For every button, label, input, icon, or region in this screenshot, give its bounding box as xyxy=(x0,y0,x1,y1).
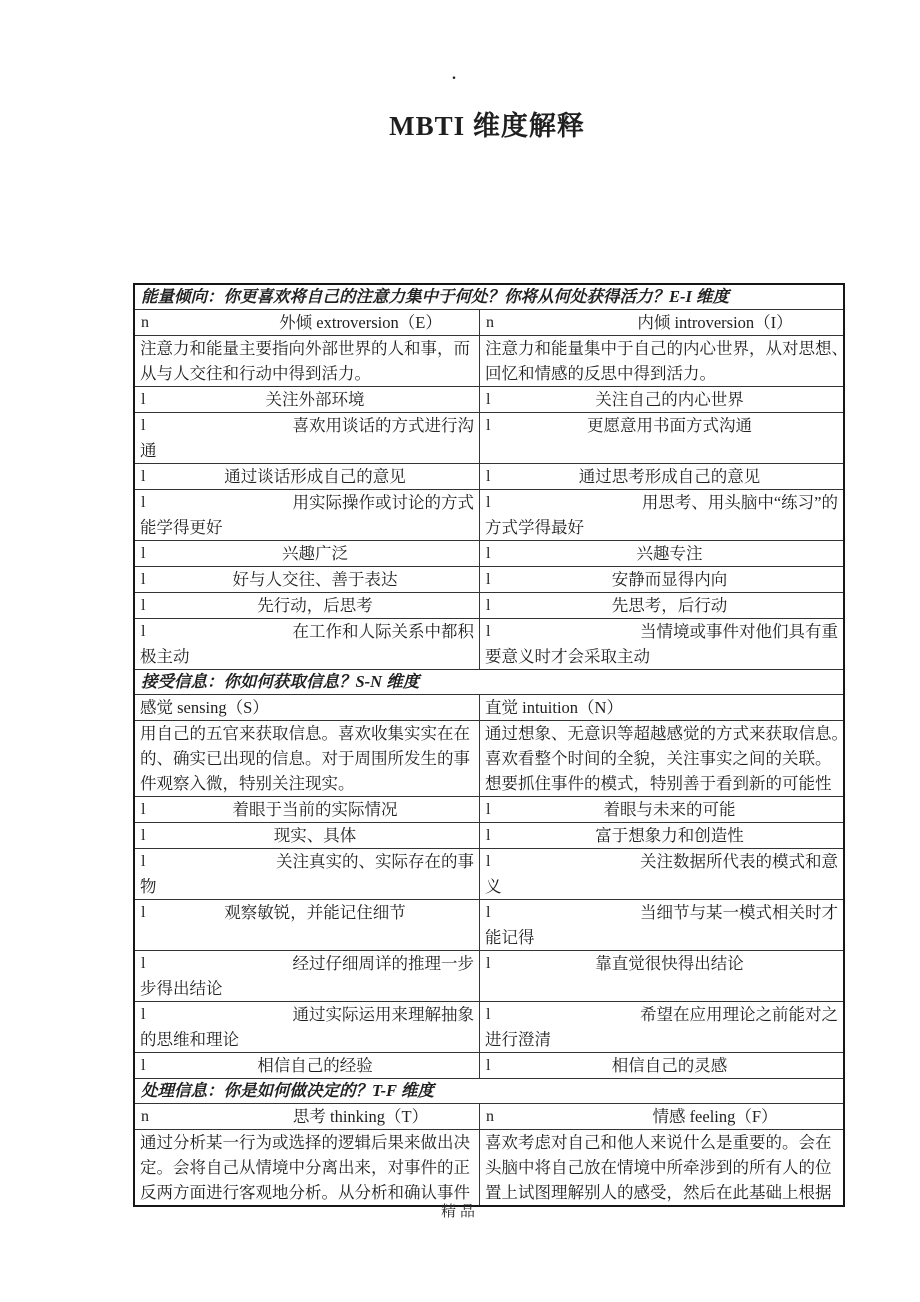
cell-line: 用自己的五官来获取信息。喜欢收集实实在在 xyxy=(140,724,470,743)
table-cell-right xyxy=(479,695,843,720)
cell-line: 现实、具体 xyxy=(273,826,357,845)
list-marker: l xyxy=(486,1006,491,1023)
table-row xyxy=(135,796,843,822)
cell-line: 反两方面进行客观地分析。从分析和确认事件 xyxy=(140,1183,470,1202)
list-marker: l xyxy=(486,545,491,562)
cell-line: 当细节与某一模式相关时才 xyxy=(640,903,838,922)
cell-line: 想要抓住事件的模式，特别善于看到新的可能性 xyxy=(485,774,832,793)
cell-line: 着眼与未来的可能 xyxy=(603,800,736,819)
cell-line: 方式学得最好 xyxy=(485,518,584,537)
cell-line: 内倾 introversion（I） xyxy=(637,313,793,332)
table-cell-right xyxy=(479,849,843,899)
list-marker: n xyxy=(486,314,494,331)
table-cell-right xyxy=(479,1002,843,1052)
table-cell-left xyxy=(135,387,479,412)
table-cell-right xyxy=(479,310,843,335)
cell-line: 头脑中将自己放在情境中所牵涉到的所有人的位 xyxy=(485,1158,832,1177)
footer-watermark: 精品 xyxy=(440,1204,479,1220)
cell-line: 进行澄清 xyxy=(485,1030,551,1049)
list-marker: l xyxy=(141,955,146,972)
cell-line: 直觉 intuition（N） xyxy=(485,698,623,717)
cell-line: 思考 thinking（T） xyxy=(292,1107,429,1126)
cell-line: 的思维和理论 xyxy=(140,1030,239,1049)
list-marker: l xyxy=(486,955,491,972)
table-cell-right xyxy=(479,387,843,412)
cell-line: 注意力和能量集中于自己的内心世界，从对思想、 xyxy=(485,339,848,358)
table-cell-left xyxy=(135,593,479,618)
table-cell-right xyxy=(479,721,848,796)
cell-line: 当情境或事件对他们具有重 xyxy=(640,622,838,641)
table-cell-right xyxy=(479,336,848,386)
list-marker: l xyxy=(486,417,491,434)
table-row xyxy=(135,412,843,463)
cell-line: 用思考、用头脑中“练习”的 xyxy=(641,493,838,512)
table-cell-left xyxy=(135,823,479,848)
table-row xyxy=(135,899,843,950)
list-marker: n xyxy=(141,1108,149,1125)
corner-dot: . xyxy=(452,66,456,83)
cell-line: 注意力和能量主要指向外部世界的人和事，而 xyxy=(140,339,470,358)
table-cell-right xyxy=(479,567,843,592)
cell-line: 富于想象力和创造性 xyxy=(595,826,744,845)
table-row xyxy=(135,848,843,899)
cell-line: 要意义时才会采取主动 xyxy=(485,647,650,666)
list-marker: l xyxy=(141,391,146,408)
cell-line: 兴趣广泛 xyxy=(282,544,348,563)
table-cell-right xyxy=(479,490,843,540)
cell-line: 兴趣专注 xyxy=(636,544,703,563)
cell-line: 希望在应用理论之前能对之 xyxy=(640,1005,838,1024)
table-cell-left xyxy=(135,310,479,335)
table-row xyxy=(135,540,843,566)
cell-line: 着眼于当前的实际情况 xyxy=(232,800,398,819)
cell-line: 件观察入微，特别关注现实。 xyxy=(140,774,355,793)
table-row xyxy=(135,1129,843,1205)
table-cell-right xyxy=(479,619,843,669)
cell-line: 先思考，后行动 xyxy=(611,596,728,615)
list-marker: l xyxy=(141,571,146,588)
list-marker: l xyxy=(141,545,146,562)
table-cell-left xyxy=(135,721,479,796)
cell-line: 在工作和人际关系中都积 xyxy=(292,622,474,641)
cell-line: 好与人交往、善于表达 xyxy=(232,570,398,589)
list-marker: l xyxy=(141,468,146,485)
table-cell-left xyxy=(135,1104,479,1129)
section-header: 处理信息：你是如何做决定的？T-F 维度 xyxy=(135,1078,843,1103)
table-cell-left xyxy=(135,567,479,592)
table-cell-left xyxy=(135,464,479,489)
list-marker: l xyxy=(486,391,491,408)
cell-line: 感觉 sensing（S） xyxy=(140,698,269,717)
list-marker: l xyxy=(141,1057,146,1074)
table-cell-left xyxy=(135,541,479,566)
cell-line: 通过实际运用来理解抽象 xyxy=(292,1005,474,1024)
list-marker: n xyxy=(141,314,149,331)
list-marker: l xyxy=(141,494,146,511)
table-cell-left xyxy=(135,951,479,1001)
list-marker: l xyxy=(141,417,146,434)
list-marker: l xyxy=(486,853,491,870)
cell-line: 相信自己的灵感 xyxy=(611,1056,728,1075)
table-cell-right xyxy=(479,797,843,822)
page-title: MBTI 维度解释 xyxy=(389,111,585,141)
list-marker: l xyxy=(141,623,146,640)
table-row xyxy=(135,489,843,540)
table-row xyxy=(135,463,843,489)
list-marker: l xyxy=(486,494,491,511)
cell-line: 步得出结论 xyxy=(140,979,223,998)
cell-line: 喜欢用谈话的方式进行沟 xyxy=(292,416,474,435)
cell-line: 喜欢考虑对自己和他人来说什么是重要的。会在 xyxy=(485,1133,832,1152)
table-row xyxy=(135,592,843,618)
cell-line: 安静而显得内向 xyxy=(611,570,728,589)
cell-line: 关注真实的、实际存在的事 xyxy=(276,852,474,871)
table-cell-left xyxy=(135,695,479,720)
list-marker: l xyxy=(141,904,146,921)
table-cell-left xyxy=(135,797,479,822)
table-row xyxy=(135,566,843,592)
cell-line: 从与人交往和行动中得到活力。 xyxy=(140,364,371,383)
table-cell-right xyxy=(479,464,843,489)
cell-line: 喜欢看整个时间的全貌，关注事实之间的关联。 xyxy=(485,749,832,768)
mbti-dimension-table xyxy=(133,283,848,1207)
table-cell-left xyxy=(135,1130,479,1205)
list-marker: l xyxy=(486,1057,491,1074)
table-cell-right xyxy=(479,1130,843,1205)
table-cell-right xyxy=(479,823,843,848)
cell-line: 物 xyxy=(140,877,157,896)
list-marker: l xyxy=(486,904,491,921)
cell-line: 通 xyxy=(140,441,157,460)
table-row xyxy=(135,720,848,796)
list-marker: l xyxy=(486,801,491,818)
list-marker: l xyxy=(141,597,146,614)
cell-line: 观察敏锐，并能记住细节 xyxy=(224,903,406,922)
table-cell-left xyxy=(135,619,479,669)
table-row xyxy=(135,309,843,335)
cell-line: 能学得更好 xyxy=(140,518,223,537)
cell-line: 外倾 extroversion（E） xyxy=(279,313,442,332)
cell-line: 关注自己的内心世界 xyxy=(595,390,744,409)
cell-line: 相信自己的经验 xyxy=(257,1056,373,1075)
list-marker: n xyxy=(486,1108,494,1125)
list-marker: l xyxy=(486,827,491,844)
list-marker: l xyxy=(141,1006,146,1023)
cell-line: 通过谈话形成自己的意见 xyxy=(224,467,406,486)
table-cell-left xyxy=(135,1053,479,1078)
table-row xyxy=(135,1001,843,1052)
section-header: 能量倾向：你更喜欢将自己的注意力集中于何处？你将从何处获得活力？E-I 维度 xyxy=(141,287,730,306)
table-cell-right xyxy=(479,900,843,950)
list-marker: l xyxy=(141,801,146,818)
table-cell-left xyxy=(135,413,479,463)
cell-line: 关注外部环境 xyxy=(265,390,365,409)
table-row xyxy=(135,1052,843,1078)
table-row xyxy=(135,1103,843,1129)
cell-line: 定。会将自己从情境中分离出来，对事件的正 xyxy=(140,1158,470,1177)
list-marker: l xyxy=(486,571,491,588)
list-marker: l xyxy=(141,853,146,870)
cell-line: 回忆和情感的反思中得到活力。 xyxy=(485,364,716,383)
table-row xyxy=(135,335,848,386)
list-marker: l xyxy=(141,827,146,844)
cell-line: 通过思考形成自己的意见 xyxy=(578,467,761,486)
table-cell-left xyxy=(135,490,479,540)
table-cell-right xyxy=(479,593,843,618)
table-cell-right xyxy=(479,1104,843,1129)
table-row xyxy=(135,386,843,412)
list-marker: l xyxy=(486,468,491,485)
table-cell-right xyxy=(479,413,843,463)
table-row xyxy=(135,618,843,669)
cell-line: 通过想象、无意识等超越感觉的方式来获取信息。 xyxy=(485,724,848,743)
cell-line: 义 xyxy=(485,877,502,896)
list-marker: l xyxy=(486,623,491,640)
table-cell-right xyxy=(479,951,843,1001)
table-row xyxy=(135,694,843,720)
cell-line: 置上试图理解别人的感受，然后在此基础上根据 xyxy=(485,1183,832,1202)
cell-line: 能记得 xyxy=(485,928,535,947)
table-cell-left xyxy=(135,849,479,899)
table-cell-right xyxy=(479,541,843,566)
table-cell-left xyxy=(135,900,479,950)
table-row xyxy=(135,950,843,1001)
cell-line: 通过分析某一行为或选择的逻辑后果来做出决 xyxy=(140,1133,470,1152)
cell-line: 用实际操作或讨论的方式 xyxy=(292,493,474,512)
cell-line: 更愿意用书面方式沟通 xyxy=(587,416,752,435)
table-row xyxy=(135,822,843,848)
cell-line: 关注数据所代表的模式和意 xyxy=(640,852,838,871)
list-marker: l xyxy=(486,597,491,614)
cell-line: 极主动 xyxy=(140,647,190,666)
section-header: 接受信息：你如何获取信息？S-N 维度 xyxy=(135,669,843,694)
cell-line: 先行动，后思考 xyxy=(257,596,373,615)
cell-line: 经过仔细周详的推理一步 xyxy=(292,954,474,973)
table-cell-left xyxy=(135,336,479,386)
table-cell-right xyxy=(479,1053,843,1078)
cell-line: 的、确实已出现的信息。对于周围所发生的事 xyxy=(140,749,470,768)
cell-line: 情感 feeling（F） xyxy=(652,1107,778,1126)
cell-line: 靠直觉很快得出结论 xyxy=(595,954,744,973)
table-cell-left xyxy=(135,1002,479,1052)
